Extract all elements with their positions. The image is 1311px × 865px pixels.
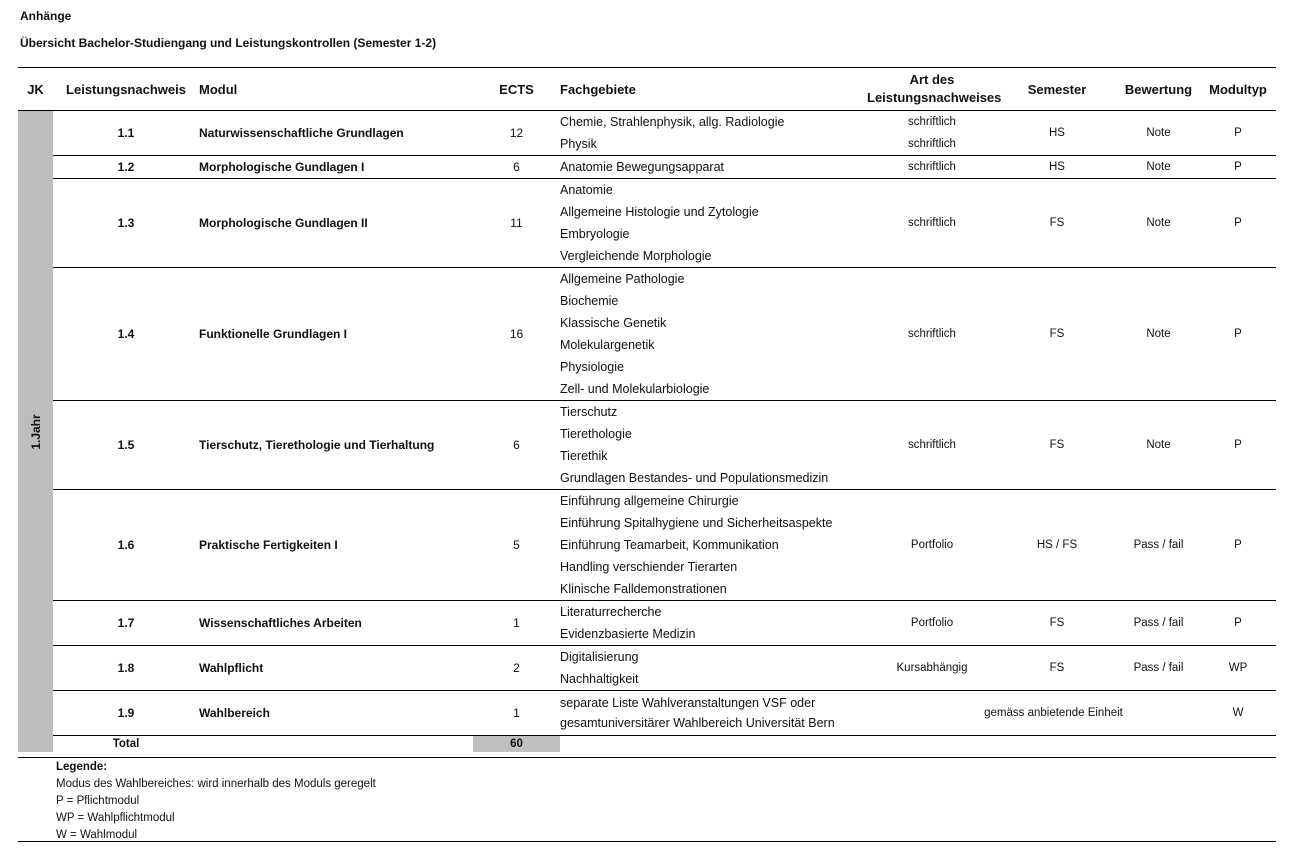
modultyp-value: P [1200,601,1276,646]
art-item: schriftlich [908,116,956,128]
fachgebiete-list [560,691,867,736]
fachgebiet-item: Tierethologie [560,427,632,441]
nachweis-number: 1.9 [53,691,199,736]
art-list [867,646,997,691]
module-name: Tierschutz, Tierethologie und Tierhaltung [199,401,473,490]
modultyp-value: P [1200,268,1276,401]
art-list [867,156,997,179]
fachgebiet-item: Grundlagen Bestandes- und Populationsmedizin [560,471,829,485]
module-name: Morphologische Gundlagen I [199,156,473,179]
bewertung-value: Pass / fail [1117,490,1200,601]
fachgebiet-item: Zell- und Molekularbiologie [560,382,710,396]
art-list [867,111,997,156]
fachgebiet-item: Allgemeine Histologie und Zytologie [560,205,759,219]
semester-value: HS / FS [997,490,1117,601]
fachgebiete-list [560,601,867,646]
module-name: Funktionelle Grundlagen I [199,268,473,401]
legend [56,759,376,844]
fachgebiet-item: Einführung Teamarbeit, Kommunikation [560,538,779,552]
modultyp-value: P [1200,179,1276,268]
legend-line: P = Pflichtmodul [56,795,140,807]
semester-value: FS [997,601,1117,646]
table-row [18,111,1276,156]
fachgebiet-item: Einführung allgemeine Chirurgie [560,494,739,508]
fachgebiet-item: Chemie, Strahlenphysik, allg. Radiologie [560,115,785,129]
art-list [867,179,997,268]
fachgebiet-item: Anatomie [560,183,613,197]
nachweis-number: 1.1 [53,111,199,156]
col-art-line1: Art des [909,72,955,87]
module-name: Morphologische Gundlagen II [199,179,473,268]
semester-value: FS [997,646,1117,691]
bewertung-value: Note [1117,156,1200,179]
fachgebiet-item: Anatomie Bewegungsapparat [560,160,725,174]
fachgebiet-item: Einführung Spitalhygiene und Sicherheitsaspekte [560,516,833,530]
module-name: Wissenschaftliches Arbeiten [199,601,473,646]
col-bewertung: Bewertung [1124,81,1193,97]
col-jk: JK [27,81,44,97]
art-item: schriftlich [908,161,956,173]
total-ects: 60 [473,736,560,753]
fachgebiet-item: Tierethik [560,449,608,463]
legend-line: Modus des Wahlbereiches: wird innerhalb des Moduls geregelt [56,778,376,790]
col-semester: Semester [1027,81,1087,97]
module-table [18,68,1276,768]
ects-value: 12 [473,111,560,156]
modultyp-value: P [1200,156,1276,179]
merged-note: gemäss anbietende Einheit [867,691,1200,736]
fachgebiet-item: gesamtuniversitärer Wahlbereich Universität Bern [560,716,835,730]
bewertung-value: Note [1117,111,1200,156]
nachweis-number: 1.8 [53,646,199,691]
fachgebiet-item: Physik [560,137,597,151]
semester-value: FS [997,268,1117,401]
fachgebiet-item: Literaturrecherche [560,605,662,619]
fachgebiete-list [560,646,867,691]
ects-value: 2 [473,646,560,691]
art-list [867,490,997,601]
fachgebiete-list [560,268,867,401]
bewertung-value: Note [1117,179,1200,268]
nachweis-number: 1.7 [53,601,199,646]
modultyp-value: WP [1200,646,1276,691]
fachgebiet-item: Evidenzbasierte Medizin [560,627,696,641]
ects-value: 11 [473,179,560,268]
appendix-label: Anhänge [20,9,72,23]
col-modultyp: Modultyp [1209,81,1267,97]
bewertung-value: Note [1117,268,1200,401]
fachgebiet-item: Allgemeine Pathologie [560,272,685,286]
fachgebiet-item: Nachhaltigkeit [560,672,639,686]
nachweis-number: 1.6 [53,490,199,601]
jk-year-label: 1.Jahr [28,413,43,450]
legend-line: W = Wahlmodul [56,829,138,841]
col-ects: ECTS [499,81,534,97]
col-art-line2: Leistungsnachweises [867,90,1002,105]
module-name: Praktische Fertigkeiten I [199,490,473,601]
modultyp-value: P [1200,111,1276,156]
art-item: schriftlich [908,138,956,150]
art-item: Portfolio [910,617,954,629]
art-list [867,268,997,401]
fachgebiet-item: Handling verschiender Tierarten [560,560,738,574]
art-item: Portfolio [910,539,954,551]
art-item: schriftlich [908,439,956,451]
nachweis-number: 1.3 [53,179,199,268]
ects-value: 5 [473,490,560,601]
semester-value: HS [997,156,1117,179]
nachweis-number: 1.4 [53,268,199,401]
bewertung-value: Note [1117,401,1200,490]
table-row [18,268,1276,401]
table-row [18,691,1276,736]
modultyp-value: P [1200,401,1276,490]
nachweis-number: 1.2 [53,156,199,179]
fachgebiete-list [560,156,867,179]
ects-value: 16 [473,268,560,401]
fachgebiet-item: separate Liste Wahlveranstaltungen VSF oder [560,696,816,710]
semester-value: FS [997,401,1117,490]
col-modul: Modul [199,81,238,97]
fachgebiet-item: Biochemie [560,294,619,308]
art-list [867,401,997,490]
total-row [18,736,1276,753]
art-item: schriftlich [908,217,956,229]
module-name: Naturwissenschaftliche Grundlagen [199,111,473,156]
table-row [18,156,1276,179]
bewertung-value: Pass / fail [1117,646,1200,691]
table-row [18,601,1276,646]
art-item: Kursabhängig [896,662,968,674]
fachgebiete-list [560,179,867,268]
fachgebiet-item: Klinische Falldemonstrationen [560,582,727,596]
modultyp-value: P [1200,490,1276,601]
total-label: Total [53,736,199,753]
table-row [18,179,1276,268]
art-list [867,601,997,646]
semester-value: HS [997,111,1117,156]
fachgebiet-item: Embryologie [560,227,630,241]
ects-value: 6 [473,156,560,179]
module-name: Wahlbereich [199,691,473,736]
legend-line: WP = Wahlpflichtmodul [56,812,175,824]
ects-value: 6 [473,401,560,490]
table-row [18,646,1276,691]
header-row [18,68,1276,111]
fachgebiet-item: Digitalisierung [560,650,639,664]
art-item: schriftlich [908,328,956,340]
fachgebiete-list [560,111,867,156]
col-leistungsnachweis: Leistungsnachweis [66,81,186,97]
page-title: Übersicht Bachelor-Studiengang und Leistungskontrollen (Semester 1-2) [20,36,437,50]
bewertung-value: Pass / fail [1117,601,1200,646]
fachgebiet-item: Physiologie [560,360,624,374]
fachgebiete-list [560,490,867,601]
fachgebiet-item: Vergleichende Morphologie [560,249,712,263]
semester-value: FS [997,179,1117,268]
ects-value: 1 [473,601,560,646]
fachgebiet-item: Tierschutz [560,405,618,419]
jk-year-cell [18,111,53,753]
fachgebiet-item: Molekulargenetik [560,338,655,352]
table-row [18,401,1276,490]
col-fachgebiete: Fachgebiete [560,81,636,97]
ects-value: 1 [473,691,560,736]
fachgebiet-item: Klassische Genetik [560,316,667,330]
table-row [18,490,1276,601]
modultyp-value: W [1200,691,1276,736]
legend-heading: Legende: [56,761,108,773]
nachweis-number: 1.5 [53,401,199,490]
col-art [867,68,1002,111]
module-name: Wahlpflicht [199,646,473,691]
fachgebiete-list [560,401,867,490]
